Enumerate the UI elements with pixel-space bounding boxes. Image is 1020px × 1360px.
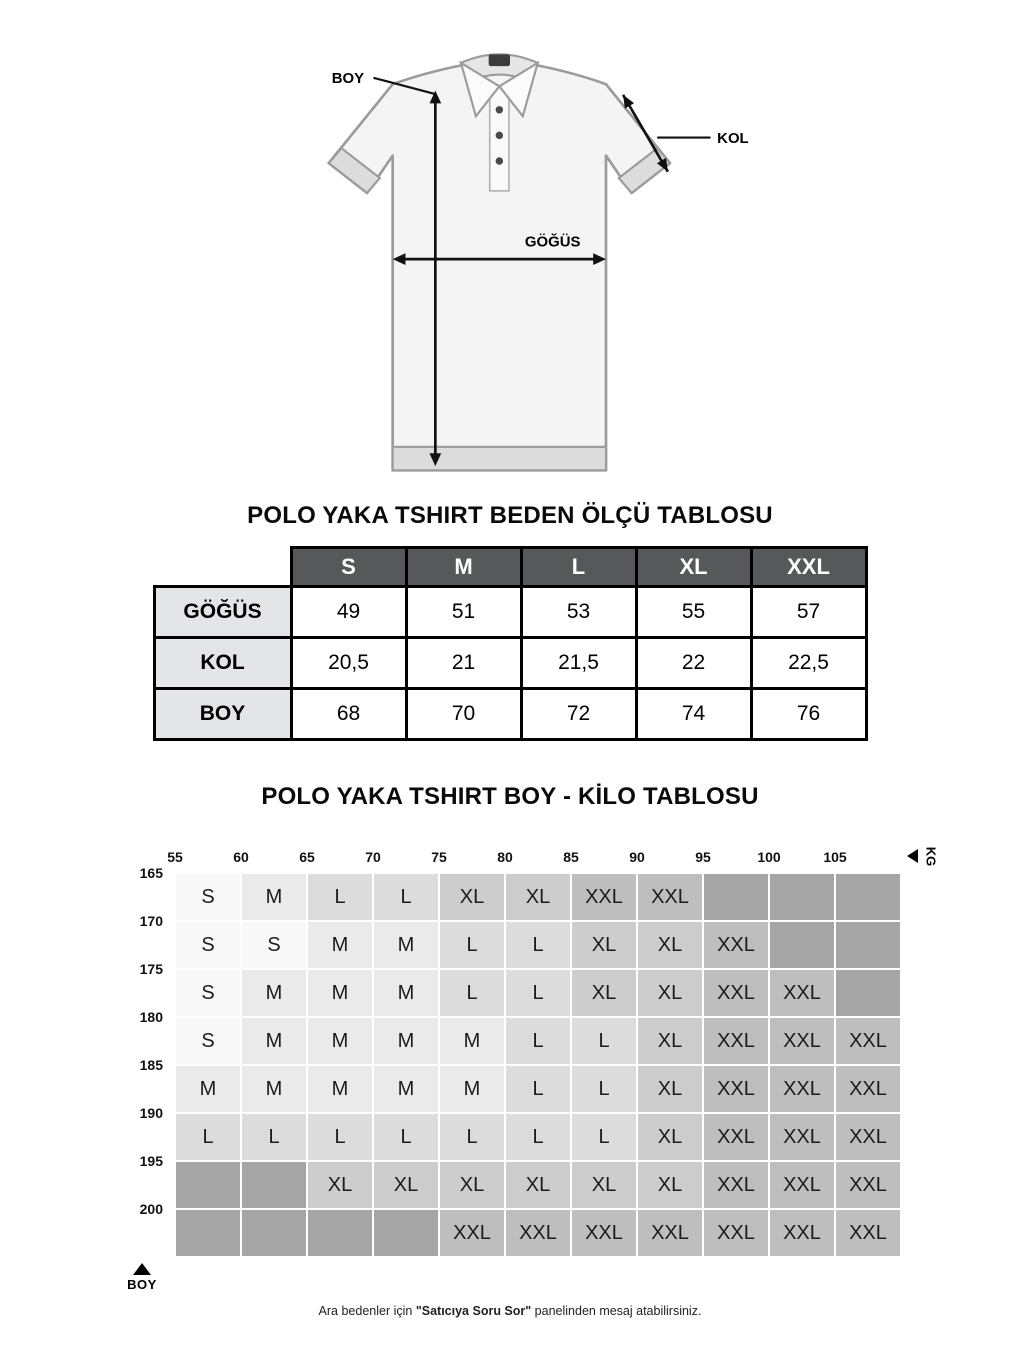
size-grid-cell-empty [373, 1209, 439, 1257]
size-column-header: XXL [751, 548, 866, 587]
size-grid-cell: L [439, 921, 505, 969]
weight-tick-label: 75 [431, 849, 447, 865]
size-column-header: XL [636, 548, 751, 587]
size-grid-cell: XL [637, 1161, 703, 1209]
size-grid-cell: XXL [703, 921, 769, 969]
size-column-header: M [406, 548, 521, 587]
measure-value-cell: 70 [406, 689, 521, 740]
size-grid-cell: XL [439, 873, 505, 921]
weight-tick-label: 85 [563, 849, 579, 865]
height-tick-label: 165 [139, 865, 163, 881]
size-table [153, 546, 868, 741]
weight-tick-label: 55 [167, 849, 183, 865]
weight-tick-label: 80 [497, 849, 513, 865]
size-grid-cell-empty [835, 921, 901, 969]
size-grid-cell: XXL [703, 1209, 769, 1257]
height-tick-label: 170 [139, 913, 163, 929]
measure-value-cell: 22,5 [751, 638, 866, 689]
size-grid-cell: XXL [703, 1017, 769, 1065]
size-grid-cell-empty [307, 1209, 373, 1257]
size-table-row [154, 638, 866, 689]
size-grid-cell: XL [637, 969, 703, 1017]
measure-row-label: BOY [154, 689, 291, 740]
size-grid-cell: M [241, 873, 307, 921]
size-table-corner [154, 548, 291, 587]
size-grid-cell: M [373, 921, 439, 969]
size-grid-cell: XL [637, 1065, 703, 1113]
size-grid-cell-empty [703, 873, 769, 921]
size-grid-cell: L [571, 1017, 637, 1065]
size-grid-cell: L [571, 1113, 637, 1161]
kg-arrow-icon [907, 849, 918, 863]
size-grid-cell: L [373, 873, 439, 921]
size-grid-cell: XL [439, 1161, 505, 1209]
height-weight-title: POLO YAKA TSHIRT BOY - KİLO TABLOSU [261, 783, 759, 810]
measure-value-cell: 72 [521, 689, 636, 740]
button-icon [496, 157, 503, 164]
size-grid-cell: L [505, 921, 571, 969]
size-grid-cell: S [175, 969, 241, 1017]
size-grid-cell: XL [637, 1017, 703, 1065]
size-column-header: L [521, 548, 636, 587]
size-grid-cell: L [439, 969, 505, 1017]
diagram-section [0, 0, 1020, 492]
size-grid-cell: XL [571, 1161, 637, 1209]
size-grid-cell: M [307, 969, 373, 1017]
size-grid-cell: XXL [835, 1113, 901, 1161]
size-grid-cell: S [175, 1017, 241, 1065]
polo-shirt-diagram [254, 22, 766, 492]
size-table-title: POLO YAKA TSHIRT BEDEN ÖLÇÜ TABLOSU [247, 502, 773, 529]
size-grid-cell: M [307, 921, 373, 969]
size-grid-cell: XXL [703, 1065, 769, 1113]
size-grid-cell-empty [241, 1161, 307, 1209]
size-grid-cell-empty [769, 873, 835, 921]
size-grid-cell: M [175, 1065, 241, 1113]
measure-value-cell: 49 [291, 587, 406, 638]
button-icon [496, 132, 503, 139]
size-grid-cell: XXL [571, 873, 637, 921]
size-grid-cell: S [241, 921, 307, 969]
height-tick-label: 195 [139, 1153, 163, 1169]
size-grid-cell: XXL [439, 1209, 505, 1257]
weight-tick-label: 105 [823, 849, 847, 865]
height-tick-label: 200 [139, 1201, 163, 1217]
size-grid-cell: L [175, 1113, 241, 1161]
footer-note [0, 1304, 1020, 1318]
size-grid-cell: L [373, 1113, 439, 1161]
size-grid-cell: M [439, 1065, 505, 1113]
size-grid-cell-empty [835, 969, 901, 1017]
size-grid-cell-empty [175, 1209, 241, 1257]
weight-tick-label: 60 [233, 849, 249, 865]
weight-tick-label: 65 [299, 849, 315, 865]
weight-tick-label: 90 [629, 849, 645, 865]
size-grid-cell: XXL [769, 1065, 835, 1113]
kg-axis-text: KG [923, 846, 939, 866]
measure-value-cell: 51 [406, 587, 521, 638]
size-grid-cell: XL [307, 1161, 373, 1209]
size-grid-cell: XXL [769, 1209, 835, 1257]
weight-tick-label: 95 [695, 849, 711, 865]
weight-tick-label: 70 [365, 849, 381, 865]
measure-value-cell: 20,5 [291, 638, 406, 689]
size-grid-cell: XXL [835, 1161, 901, 1209]
size-grid-cell: XXL [769, 1113, 835, 1161]
size-grid-cell: M [373, 1065, 439, 1113]
size-grid-cell: L [571, 1065, 637, 1113]
size-grid-cell: XXL [835, 1209, 901, 1257]
size-grid-cell: L [241, 1113, 307, 1161]
size-grid-cell: XL [505, 1161, 571, 1209]
measure-value-cell: 68 [291, 689, 406, 740]
size-table-body [154, 587, 866, 740]
size-grid-cell: XL [571, 921, 637, 969]
size-table-row [154, 689, 866, 740]
size-grid-cell: XXL [769, 969, 835, 1017]
size-grid-cell: M [241, 969, 307, 1017]
size-grid-cell: XXL [835, 1065, 901, 1113]
height-tick-label: 190 [139, 1105, 163, 1121]
measure-row-label: GÖĞÜS [154, 587, 291, 638]
size-grid-cell-empty [769, 921, 835, 969]
measure-value-cell: 57 [751, 587, 866, 638]
size-grid-cell-empty [835, 873, 901, 921]
size-grid-cell: M [241, 1017, 307, 1065]
size-grid-cell: L [307, 873, 373, 921]
height-tick-label: 180 [139, 1009, 163, 1025]
size-grid-cell: XXL [835, 1017, 901, 1065]
sleeve-label: KOL [717, 129, 749, 147]
size-grid-cell: XL [373, 1161, 439, 1209]
height-tick-label: 185 [139, 1057, 163, 1073]
size-grid-cell: M [241, 1065, 307, 1113]
height-weight-chart [119, 846, 939, 1302]
size-grid-cell: M [439, 1017, 505, 1065]
size-grid-cell: S [175, 873, 241, 921]
size-table-head-row [154, 548, 866, 587]
size-grid-cell: L [505, 1113, 571, 1161]
size-grid-cell: M [307, 1017, 373, 1065]
height-weight-grid [175, 873, 901, 1257]
size-grid-cell: XXL [505, 1209, 571, 1257]
measure-value-cell: 21,5 [521, 638, 636, 689]
boy-axis-text: BOY [127, 1277, 157, 1292]
size-table-row [154, 587, 866, 638]
footer-note-suffix: panelinden mesaj atabilirsiniz. [531, 1304, 702, 1318]
measure-value-cell: 53 [521, 587, 636, 638]
weight-tick-label: 100 [757, 849, 781, 865]
height-tick-label: 175 [139, 961, 163, 977]
footer-note-prefix: Ara bedenler için [318, 1304, 416, 1318]
size-grid-cell: L [505, 969, 571, 1017]
size-grid-cell-empty [241, 1209, 307, 1257]
length-label: BOY [331, 70, 365, 88]
size-grid-cell: XXL [637, 873, 703, 921]
measure-value-cell: 74 [636, 689, 751, 740]
size-grid-cell: XXL [703, 1161, 769, 1209]
size-grid-cell: XL [571, 969, 637, 1017]
size-grid-cell: XXL [703, 969, 769, 1017]
size-grid-cell: XL [637, 1113, 703, 1161]
measure-value-cell: 21 [406, 638, 521, 689]
brand-logo [489, 54, 510, 66]
measure-row-label: KOL [154, 638, 291, 689]
hem-band [393, 447, 606, 470]
size-grid-cell: M [373, 1017, 439, 1065]
size-grid-cell: XXL [769, 1017, 835, 1065]
size-column-header: S [291, 548, 406, 587]
size-grid-cell: L [505, 1065, 571, 1113]
size-grid-cell: XXL [637, 1209, 703, 1257]
size-grid-cell: XL [505, 873, 571, 921]
size-grid-cell: L [505, 1017, 571, 1065]
size-grid-cell: L [307, 1113, 373, 1161]
size-grid-cell: M [373, 969, 439, 1017]
size-grid-cell-empty [175, 1161, 241, 1209]
size-grid-cell: XXL [571, 1209, 637, 1257]
kg-axis-label [907, 847, 941, 865]
boy-axis-label [119, 1263, 165, 1292]
chest-label: GÖĞÜS [524, 233, 581, 251]
button-icon [496, 106, 503, 113]
size-grid-cell: XXL [769, 1161, 835, 1209]
size-grid-cell: M [307, 1065, 373, 1113]
boy-arrow-icon [133, 1263, 151, 1275]
measure-value-cell: 76 [751, 689, 866, 740]
size-grid-cell: XXL [703, 1113, 769, 1161]
footer-note-bold: "Satıcıya Soru Sor" [415, 1304, 532, 1318]
measure-value-cell: 55 [636, 587, 751, 638]
measure-value-cell: 22 [636, 638, 751, 689]
size-grid-cell: L [439, 1113, 505, 1161]
size-grid-cell: S [175, 921, 241, 969]
size-grid-cell: XL [637, 921, 703, 969]
